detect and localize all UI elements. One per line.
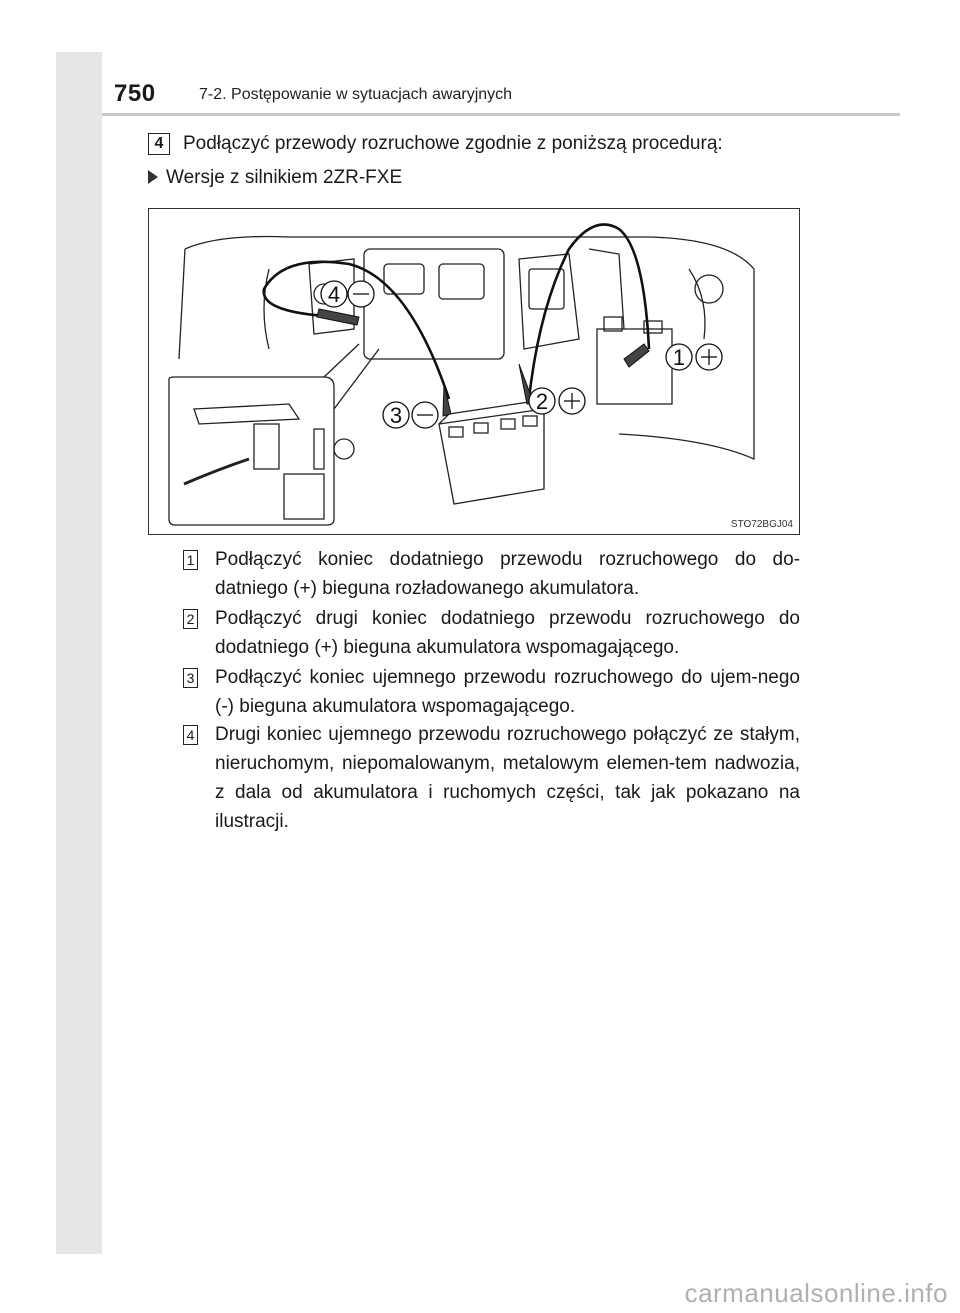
item-text: Podłączyć drugi koniec dodatniego przewodu rozruchowego do dodatniego (+) bieguna akumulatora wspomagającego. [215, 608, 800, 658]
jump-start-illustration [148, 208, 800, 535]
step-number-box: 4 [148, 133, 170, 155]
triangle-bullet-icon [148, 170, 158, 184]
callout-4-number: 4 [327, 282, 341, 307]
clamp-positive-discharged [624, 344, 649, 367]
page-header [102, 76, 900, 116]
item-text: Podłączyć koniec ujemnego przewodu rozruchowego do ujem-nego (-) bieguna akumulatora wspomagającego. [215, 667, 800, 717]
item-text: Podłączyć koniec dodatniego przewodu rozruchowego do do-datniego (+) bieguna rozładowanego akumulatora. [215, 549, 800, 599]
callout-3-number: 3 [389, 403, 403, 428]
booster-battery [439, 409, 544, 504]
engine-bay-drawing [149, 209, 800, 535]
procedure-item-2 [183, 604, 800, 662]
item-number-badge: 4 [183, 725, 198, 745]
callout-1-number: 1 [672, 345, 686, 370]
figure-code: STO72BGJ04 [730, 519, 793, 530]
section-title: 7-2. Postępowanie w sytuacjach awaryjnych [199, 86, 513, 103]
item-text: Drugi koniec ujemnego przewodu rozruchowego połączyć ze stałym, nieruchomym, niepomalowanym, metalowym elemen-tem nadwozia, z dala od akumulatora i ruchomych części, tak jak pokazano na ilustracji. [215, 724, 800, 832]
page-number: 750 [114, 80, 156, 107]
positive-cable [529, 225, 649, 400]
item-number-badge: 1 [183, 550, 198, 570]
engine-bay-outline [185, 237, 754, 460]
step-instruction: Podłączyć przewody rozruchowe zgodnie z poniższą procedurą: [183, 133, 723, 154]
watermark: carmanualsonline.info [684, 1278, 948, 1308]
procedure-item-1 [183, 545, 800, 603]
item-number-badge: 2 [183, 609, 198, 629]
detail-inset [169, 377, 334, 525]
clamp-negative-booster [443, 384, 451, 416]
page-sidebar [56, 52, 102, 1254]
callout-2-number: 2 [535, 389, 549, 414]
engine-version-heading [148, 167, 402, 189]
engine-version-label: Wersje z silnikiem 2ZR-FXE [166, 167, 403, 188]
item-number-badge: 3 [183, 668, 198, 688]
procedure-item-3 [183, 663, 800, 721]
header-divider [102, 113, 900, 116]
clamp-negative-body [317, 309, 359, 325]
discharged-battery [597, 329, 672, 404]
procedure-item-4 [183, 720, 800, 836]
